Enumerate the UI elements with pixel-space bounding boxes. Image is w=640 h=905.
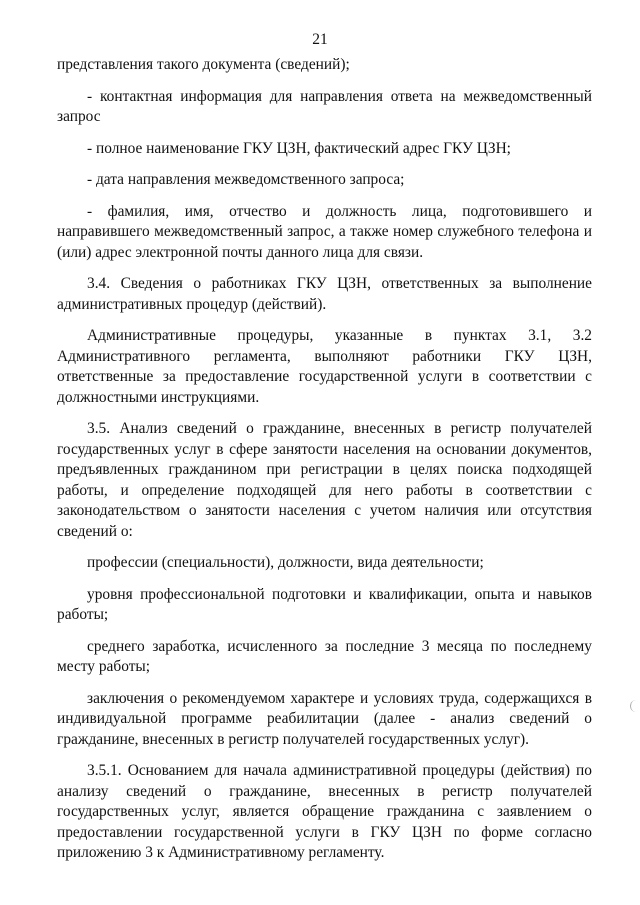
list-item-rehabilitation: заключения о рекомендуемом характере и условиях труда, содержащихся в индивидуальной программе реабилитации (далее - анализ сведений о гражданине, внесенных в регистр получателей государственных услуг).: [57, 689, 592, 748]
list-item-qualification: уровня профессиональной подготовки и квалификации, опыта и навыков работы;: [57, 585, 592, 623]
section-3-4: 3.4. Сведения о работниках ГКУ ЦЗН, ответственных за выполнение административных процедур (действий).: [57, 275, 592, 313]
list-item-profession: профессии (специальности), должности, вида деятельности;: [87, 554, 484, 571]
paragraph-procedures: Административные процедуры, указанные в пунктах 3.1, 3.2 Административного регламента, выполняют работники ГКУ ЦЗН, ответственные за предоставление государственной услуги в соответствии с должностными инструкциями.: [57, 327, 592, 406]
paragraph-continuation: представления такого документа (сведений);: [57, 56, 350, 73]
list-item-request-date: - дата направления межведомственного запроса;: [87, 171, 405, 188]
section-3-5-1: 3.5.1. Основанием для начала административной процедуры (действия) по анализу сведений о гражданине, внесенных в регистр получателей государственных услуг, является обращение гражданина с заявлением о предоставлении государственной услуги в ГКУ ЦЗН по форме согласно приложению 3 к Административному регламенту.: [57, 762, 592, 861]
section-3-5: 3.5. Анализ сведений о гражданине, внесенных в регистр получателей государственных услуг в сфере занятости населения на основании документов, предъявленных гражданином при регистрации в целях поиска подходящей работы, и определение подходящей для него работы в соответствии с законодательством о занятости населения с учетом наличия или отсутствия сведений о:: [57, 420, 592, 540]
scan-edge-mark: [630, 700, 637, 712]
list-item-salary: среднего заработка, исчисленного за последние 3 месяца по последнему месту работы;: [57, 637, 592, 675]
list-item-contact-info: - контактная информация для направления ответа на межведомственный запрос: [57, 87, 592, 125]
list-item-responsible-person: - фамилия, имя, отчество и должность лица, подготовившего и направившего межведомственный запрос, а также номер служебного телефона и (или) адрес электронной почты данного лица для связи.: [57, 202, 592, 261]
page-number: 21: [312, 31, 328, 48]
document-body: [57, 55, 592, 875]
list-item-full-name: - полное наименование ГКУ ЦЗН, фактический адрес ГКУ ЦЗН;: [87, 139, 511, 157]
